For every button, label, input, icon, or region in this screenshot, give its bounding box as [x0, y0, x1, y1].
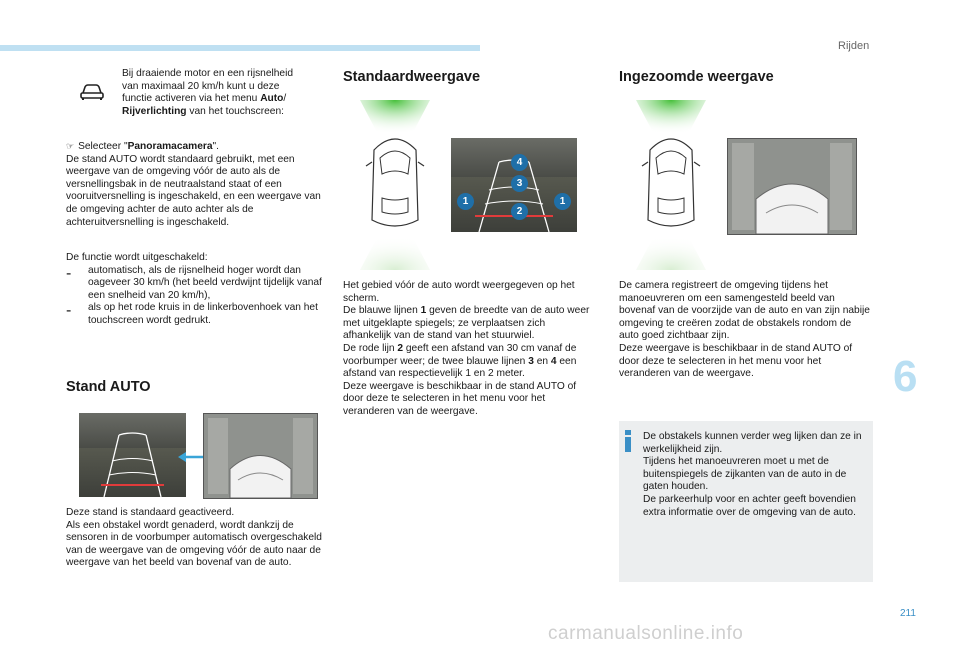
callout-label: 1: [554, 193, 571, 210]
ingezoomd-title: Ingezoomde weergave: [619, 69, 774, 85]
stand-auto-text: Deze stand is standaard geactiveerd. Als een obstakel wordt genaderd, wordt dankzij de sensoren in de voorbumper automatisch overgeschakeld van de weergave van de omgeving vóór de auto naar de weergave van het beeld van bovenaf van de auto.: [66, 507, 322, 569]
section-label: Rijden: [838, 40, 870, 52]
zoom-view-illustration: [626, 100, 736, 270]
pointer-arrow-icon: ☞: [66, 141, 75, 151]
callout-label: 2: [511, 203, 528, 220]
info-text: De obstakels kunnen verder weg lijken dan ze in werkelijkheid zijn. Tijdens het manoeuvreren moet u met de buitenspiegels de zijkanten van de auto in de gaten houden. De parkeerhulp voor en achter geeft bovendien extra informatie over de omgeving van de auto.: [643, 431, 862, 518]
front-camera-image: [79, 413, 186, 497]
watermark: carmanualsonline.info: [548, 623, 744, 644]
ingezoomd-text: De camera registreert de omgeving tijdens het manoeuvreren om een samengesteld beeld van bovenaf van de voorzijde van de auto en van zijn nabije omgeving te creëren zodat de obstakels rondom de auto goed zichtbaar zijn. Deze weergave is beschikbaar in de stand AUTO of door deze te selecteren in het menu voor het veranderen van de weergave.: [619, 280, 870, 380]
chapter-number: 6: [893, 352, 918, 401]
callout-label: 3: [511, 175, 528, 192]
list-item: - als op het rode kruis in de linkerbovenhoek van het touchscreen wordt gedrukt.: [66, 302, 318, 326]
header-accent-bar: [0, 45, 480, 51]
callout-label: 1: [457, 193, 474, 210]
callout-label: 4: [511, 154, 528, 171]
standaard-text: Het gebied vóór de auto wordt weergegeven op het scherm. De blauwe lijnen 1 geven de breedte van de auto weer met uitgeklapte spiegels; ze verplaatsen zich afhankelijk van de stand van het stuurwiel. De rode lijn 2 geeft een afstand van 30 cm vanaf de voorbumper weer; de twee blauwe lijnen 3 en 4 een afstand van respectievelijk 1 en 2 meter. Deze weergave is beschikbaar in de stand AUTO of door deze te selecteren in het menu voor het veranderen van de weergave.: [343, 280, 590, 417]
page-number: 211: [900, 608, 916, 619]
standaard-title: Standaardweergave: [343, 69, 481, 85]
select-instruction: ☞ Selecteer "Panoramacamera". De stand AUTO wordt standaard gebruikt, met een weergave van de omgeving vóór de auto als de versnellingsbak in de neutraalstand staat of een vooruitversnelling is ingeschakeld, en een weergave van de omgeving achter de auto achter als de achteruitversnelling is ingeschakeld.: [66, 141, 321, 228]
stand-auto-title: Stand AUTO: [66, 379, 151, 395]
info-box: [619, 421, 873, 582]
activation-note: Bij draaiende motor en een rijsnelheid van maximaal 20 km/h kunt u deze functie activeren via het menu Auto/ Rijverlichting van het touchscreen:: [122, 68, 294, 117]
deactivation-list: De functie wordt uitgeschakeld: - automatisch, als de rijsnelheid hoger wordt dan oageveer 30 km/h (het beeld verdwijnt tijdelijk vanaf een snelheid van 20 km/h), - als op het rode kruis in de linkerbovenhoek van het touchscreen wordt gedrukt.: [66, 252, 324, 328]
zoom-top-view-image: [727, 138, 857, 235]
top-view-image: [203, 413, 318, 499]
list-item: - automatisch, als de rijsnelheid hoger wordt dan oageveer 30 km/h (het beeld verdwijnt tijdelijk vanaf een snelheid van 20 km/h),: [66, 264, 322, 301]
car-outline-icon: [79, 83, 105, 101]
info-icon: [625, 430, 631, 452]
